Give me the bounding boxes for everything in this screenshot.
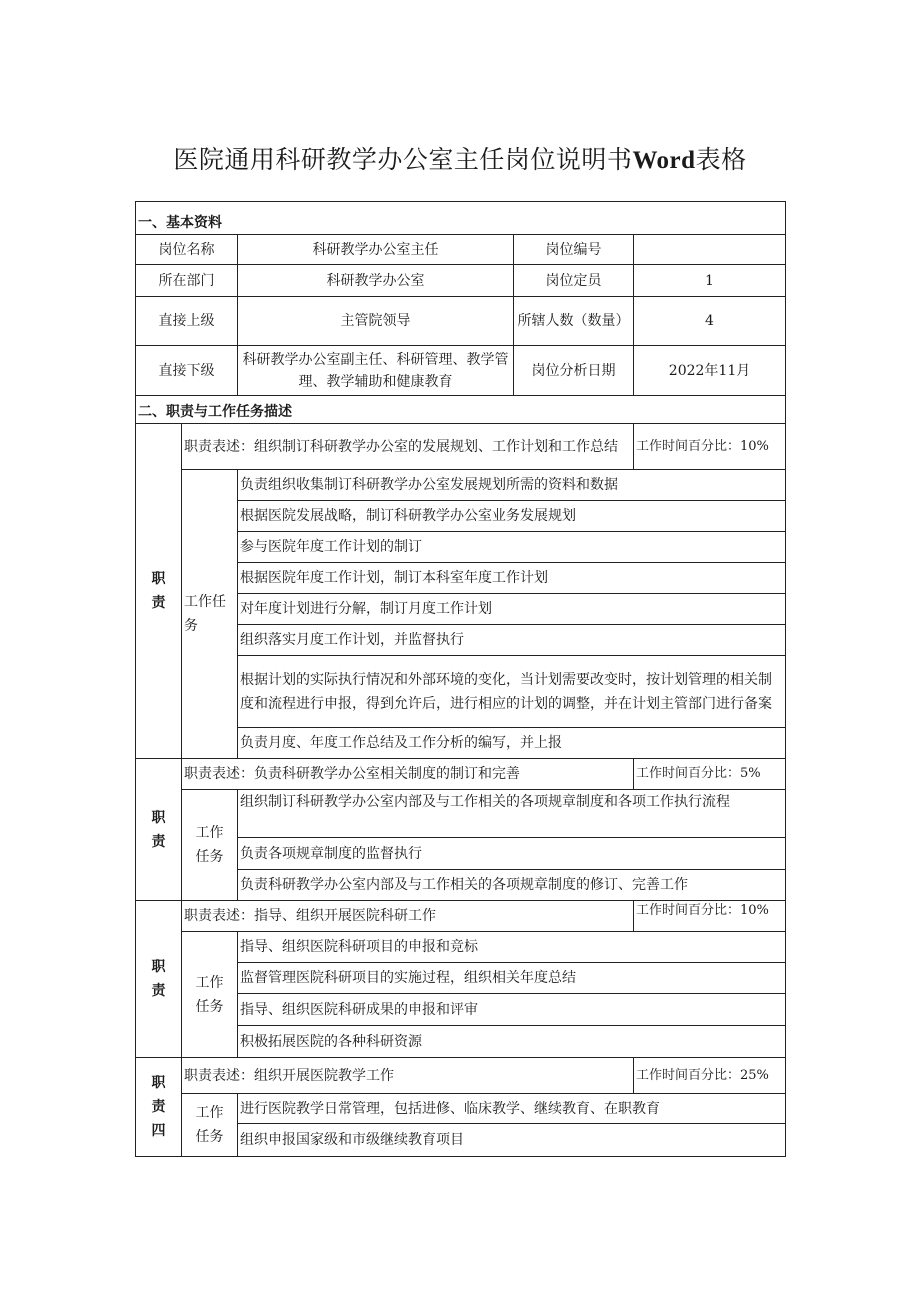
task-item: 参与医院年度工作计划的制订 [238, 532, 786, 563]
field-value: 主管院领导 [238, 297, 514, 346]
task-item: 负责科研教学办公室内部及与工作相关的各项规章制度的修订、完善工作 [238, 870, 786, 901]
task-item: 监督管理医院科研项目的实施过程，组织相关年度总结 [238, 963, 786, 994]
field-label: 岗位定员 [514, 265, 634, 297]
time-percentage: 工作时间百分比：5% [634, 759, 786, 790]
task-item: 负责组织收集制订科研教学办公室发展规划所需的资料和数据 [238, 470, 786, 501]
table-row [136, 235, 786, 265]
section-duties: 二、职责与工作任务描述 [136, 396, 786, 424]
task-row [136, 1094, 786, 1124]
task-label: 工作任务 [182, 470, 238, 759]
field-label: 直接下级 [136, 346, 238, 396]
table-row [136, 346, 786, 396]
task-item: 根据医院年度工作计划，制订本科室年度工作计划 [238, 563, 786, 594]
task-item: 根据计划的实际执行情况和外部环境的变化，当计划需要改变时，按计划管理的相关制度和流程进行申报，得到允许后，进行相应的计划的调整，并在计划主管部门进行备案 [238, 656, 786, 728]
duty-label: 职 责 [136, 759, 182, 901]
time-percentage: 工作时间百分比：10% [634, 424, 786, 470]
time-percentage: 工作时间百分比：10% [634, 901, 786, 932]
duty-label: 职 责 四 [136, 1058, 182, 1157]
task-label: 工作 任务 [182, 932, 238, 1058]
section-basic-info: 一、基本资料 [136, 202, 786, 235]
duty-description-row [136, 424, 786, 470]
table-row [136, 297, 786, 346]
duty-description: 职责表述：负责科研教学办公室相关制度的制订和完善 [182, 759, 634, 790]
task-label: 工作 任务 [182, 1094, 238, 1157]
duty-description-row [136, 1058, 786, 1094]
field-value: 科研教学办公室 [238, 265, 514, 297]
field-label: 所在部门 [136, 265, 238, 297]
duty-label: 职 责 [136, 901, 182, 1058]
task-item: 负责月度、年度工作总结及工作分析的编写，并上报 [238, 728, 786, 759]
task-item: 指导、组织医院科研项目的申报和竞标 [238, 932, 786, 963]
field-label: 岗位编号 [514, 235, 634, 265]
task-item: 组织落实月度工作计划，并监督执行 [238, 625, 786, 656]
page-title: 医院通用科研教学办公室主任岗位说明书Word表格 [173, 145, 747, 174]
field-value: 科研教学办公室副主任、科研管理、教学管理、教学辅助和健康教育 [238, 346, 514, 396]
field-value [634, 235, 786, 265]
duty-description-row [136, 901, 786, 932]
task-item: 组织制订科研教学办公室内部及与工作相关的各项规章制度和各项工作执行流程 [238, 790, 786, 838]
duty-description: 职责表述：组织开展医院教学工作 [182, 1058, 634, 1094]
field-label: 岗位分析日期 [514, 346, 634, 396]
task-item: 负责各项规章制度的监督执行 [238, 838, 786, 870]
job-description-table [135, 201, 786, 1157]
duty-description: 职责表述：指导、组织开展医院科研工作 [182, 901, 634, 932]
duty-label: 职 责 [136, 424, 182, 759]
task-item: 积极拓展医院的各种科研资源 [238, 1026, 786, 1058]
field-value: 2022年11月 [634, 346, 786, 396]
task-label: 工作 任务 [182, 790, 238, 901]
task-item: 根据医院发展战略，制订科研教学办公室业务发展规划 [238, 501, 786, 532]
table-row [136, 265, 786, 297]
task-row [136, 470, 786, 501]
field-value: 科研教学办公室主任 [238, 235, 514, 265]
task-item: 组织申报国家级和市级继续教育项目 [238, 1124, 786, 1157]
task-item: 指导、组织医院科研成果的申报和评审 [238, 994, 786, 1026]
time-percentage: 工作时间百分比：25% [634, 1058, 786, 1094]
field-label: 直接上级 [136, 297, 238, 346]
task-item: 对年度计划进行分解，制订月度工作计划 [238, 594, 786, 625]
task-item: 进行医院教学日常管理，包括进修、临床教学、继续教育、在职教育 [238, 1094, 786, 1124]
duty-description: 职责表述：组织制订科研教学办公室的发展规划、工作计划和工作总结 [182, 424, 634, 470]
task-row [136, 932, 786, 963]
duty-description-row [136, 759, 786, 790]
field-label: 岗位名称 [136, 235, 238, 265]
field-value: 4 [634, 297, 786, 346]
task-row [136, 790, 786, 838]
field-label: 所辖人数（数量） [514, 297, 634, 346]
field-value: 1 [634, 265, 786, 297]
